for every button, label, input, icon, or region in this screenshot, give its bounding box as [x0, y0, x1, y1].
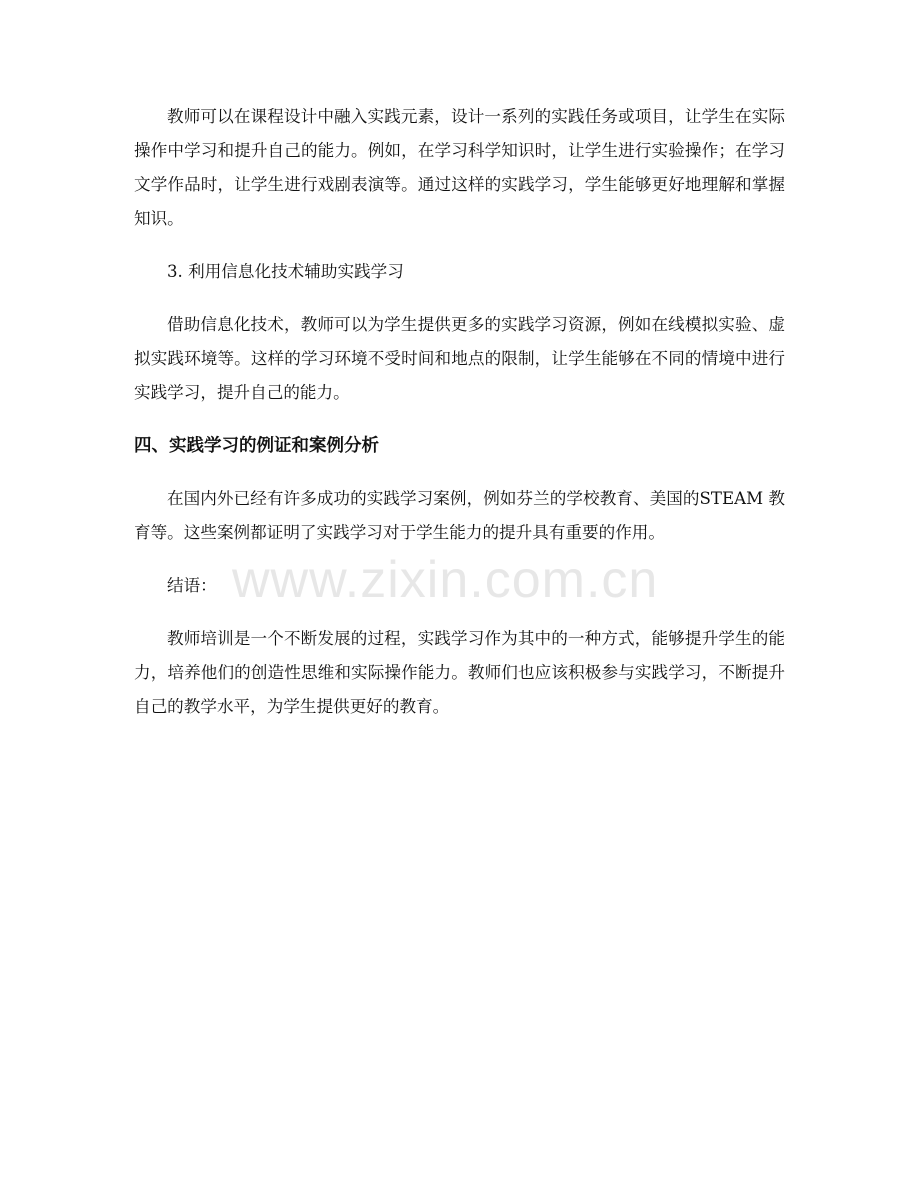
document-body [134, 100, 785, 743]
section-heading-case-analysis: 四、实践学习的例证和案例分析 [134, 436, 379, 456]
paragraph-practice: 教师可以在课程设计中融入实践元素，设计一系列的实践任务或项目，让学生在实际操作中学习和提升自己的能力。例如，在学习科学知识时，让学生进行实验操作；在学习文学作品时，让学生进行戏剧表演等。通过这样的实践学习，学生能够更好地理解和掌握知识。 [134, 107, 785, 228]
paragraph-cases: 在国内外已经有许多成功的实践学习案例，例如芬兰的学校教育、美国的STEAM 教育等。这些案例都证明了实践学习对于学生能力的提升具有重要的作用。 [134, 489, 785, 542]
paragraph-conclusion: 教师培训是一个不断发展的过程，实践学习作为其中的一种方式，能够提升学生的能力，培养他们的创造性思维和实际操作能力。教师们也应该积极参与实践学习，不断提升自己的教学水平，为学生提供更好的教育。 [134, 629, 785, 716]
paragraph-it: 借助信息化技术，教师可以为学生提供更多的实践学习资源，例如在线模拟实验、虚拟实践环境等。这样的学习环境不受时间和地点的限制，让学生能够在不同的情境中进行实践学习，提升自己的能力。 [134, 315, 785, 402]
watermark: www.zixin.com.cn [232, 551, 659, 609]
conclusion-label: 结语： [167, 576, 217, 595]
subheading-it-assisted-learning: 3. 利用信息化技术辅助实践学习 [167, 262, 404, 281]
